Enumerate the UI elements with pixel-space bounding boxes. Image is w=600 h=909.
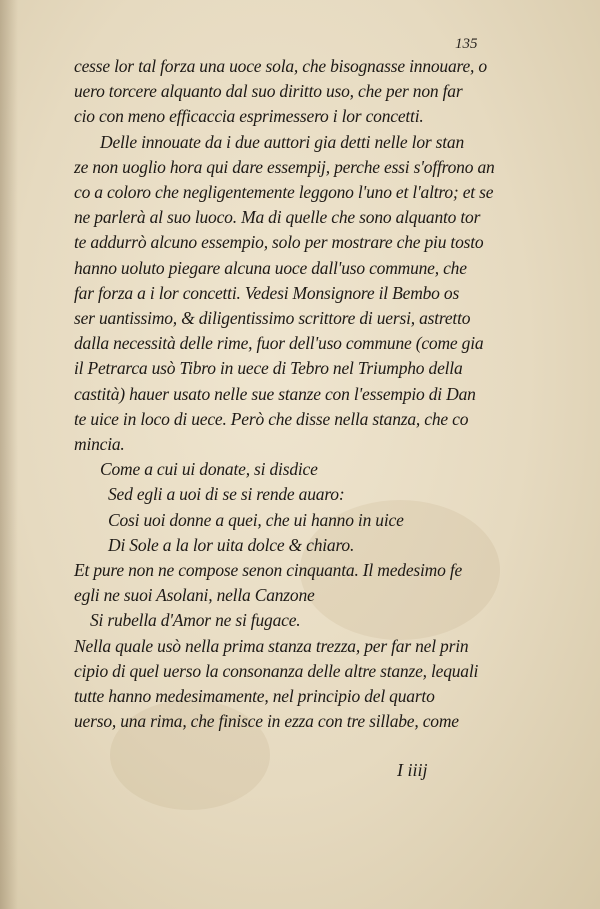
text-line: cesse lor tal forza una uoce sola, che bisognasse innouare, o bbox=[74, 56, 487, 76]
text-line: castità) hauer usato nelle sue stanze con l'essempio di Dan bbox=[74, 383, 476, 404]
text-line: Et pure non ne compose senon cinquanta. Il medesimo fe bbox=[74, 560, 463, 581]
text-line: te uice in loco di uece. Però che disse nella stanza, che co bbox=[74, 408, 469, 429]
text-line: uero torcere alquanto dal suo diritto uso, che per non far bbox=[74, 81, 463, 102]
text-line: ne parlerà al suo luoco. Ma di quelle che sono alquanto tor bbox=[74, 207, 481, 228]
text-line: ser uantissimo, & diligentissimo scrittore di uersi, astretto bbox=[74, 308, 471, 329]
page-number: 135 bbox=[455, 36, 478, 52]
text-line: dalla necessità delle rime, fuor dell'uso commune (come gia bbox=[74, 333, 484, 354]
text-line: cipio di quel uerso la consonanza delle altre stanze, lequali bbox=[74, 660, 479, 681]
verse-line: Si rubella d'Amor ne si fugace. bbox=[90, 610, 301, 631]
verse-line: Cosi uoi donne a quei, che ui hanno in uice bbox=[108, 509, 404, 530]
signature-mark: I iiij bbox=[397, 760, 428, 780]
text-line: mincia. bbox=[74, 434, 125, 455]
verse-line: Come a cui ui donate, si disdice bbox=[100, 459, 318, 480]
verse-line: Sed egli a uoi di se si rende auaro: bbox=[108, 484, 345, 505]
body-text bbox=[74, 54, 504, 734]
text-line: far forza a i lor concetti. Vedesi Monsignore il Bembo os bbox=[74, 282, 460, 303]
text-line: hanno uoluto piegare alcuna uoce dall'uso commune, che bbox=[74, 257, 467, 278]
text-line: tutte hanno medesimamente, nel principio del quarto bbox=[74, 686, 435, 707]
text-line: egli ne suoi Asolani, nella Canzone bbox=[74, 585, 315, 606]
verse-line: Di Sole a la lor uita dolce & chiaro. bbox=[108, 534, 355, 555]
page-edge-shadow bbox=[0, 0, 18, 909]
text-line: Delle innouate da i due auttori gia detti nelle lor stan bbox=[100, 131, 465, 152]
text-line: ze non uoglio hora qui dare essempij, perche essi s'offrono an bbox=[74, 156, 495, 177]
text-line: uerso, una rima, che finisce in ezza con tre sillabe, come bbox=[74, 711, 459, 732]
text-line: te addurrò alcuno essempio, solo per mostrare che piu tosto bbox=[74, 232, 484, 253]
text-line: cio con meno efficaccia esprimessero i lor concetti. bbox=[74, 106, 424, 127]
text-line: co a coloro che negligentemente leggono l'uno et l'altro; et se bbox=[74, 182, 494, 203]
text-line: Nella quale usò nella prima stanza trezza, per far nel prin bbox=[74, 635, 469, 656]
text-line: il Petrarca usò Tibro in uece di Tebro nel Triumpho della bbox=[74, 358, 463, 379]
